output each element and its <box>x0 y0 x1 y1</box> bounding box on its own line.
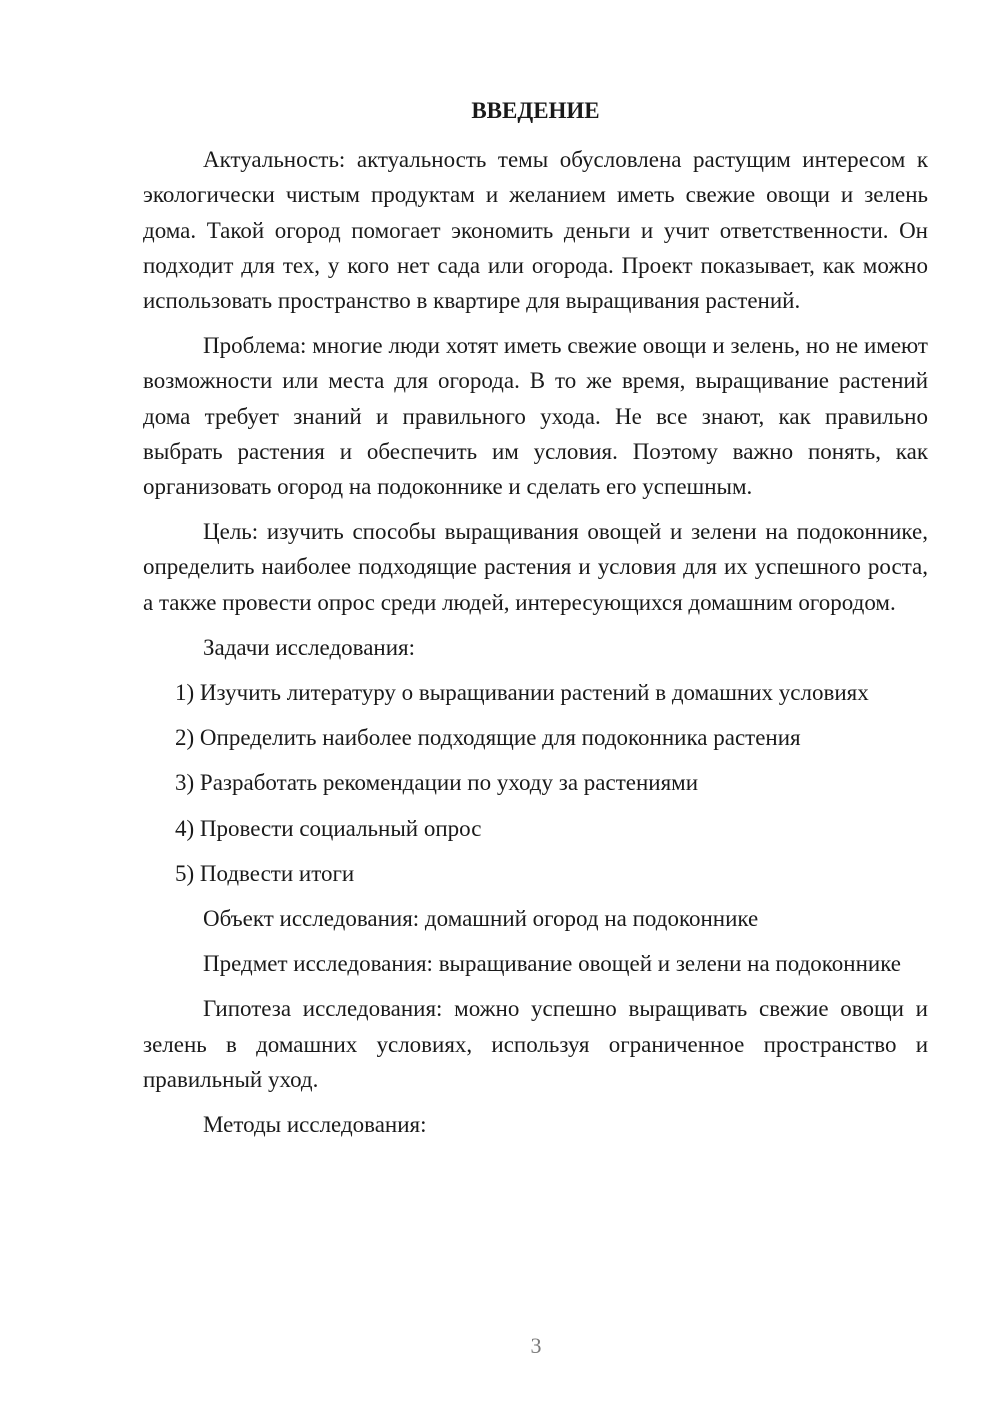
list-item: 2) Определить наиболее подходящие для подоконника растения <box>175 725 801 751</box>
goal-paragraph: Цель: изучить способы выращивания овощей и зелени на подоконнике, определить наиболее подходящие растения и условия для их успешного роста, а также провести опрос среди людей, интересующихся домашним огородом. <box>143 519 928 615</box>
problem-paragraph: Проблема: многие люди хотят иметь свежие овощи и зелень, но не имеют возможности или места для огорода. В то же время, выращивание растений дома требует знаний и правильного ухода. Не все знают, как правильно выбрать растения и обеспечить им условия. Поэтому важно понять, как организовать огород на подоконнике и сделать его успешным. <box>143 333 928 500</box>
list-item: 5) Подвести итоги <box>175 860 355 886</box>
list-item: 4) Провести социальный опрос <box>175 815 482 841</box>
methods-heading: Методы исследования: <box>203 1112 427 1138</box>
list-item: 1) Изучить литературу о выращивании растений в домашних условиях <box>175 680 869 706</box>
section-title: ВВЕДЕНИЕ <box>471 98 600 123</box>
subject-paragraph: Предмет исследования: выращивание овощей и зелени на подоконнике <box>203 951 902 977</box>
tasks-list <box>143 675 928 891</box>
list-item: 3) Разработать рекомендации по уходу за растениями <box>175 770 699 796</box>
page-content <box>143 93 928 1152</box>
page-number: 3 <box>530 1333 542 1358</box>
relevance-paragraph: Актуальность: актуальность темы обусловлена растущим интересом к экологически чистым продуктам и желанием иметь свежие овощи и зелень дома. Такой огород помогает экономить деньги и учит ответственности. Он подходит для тех, у кого нет сада или огорода. Проект показывает, как можно использовать пространство в квартире для выращивания растений. <box>143 147 928 314</box>
tasks-heading: Задачи исследования: <box>203 634 416 660</box>
hypothesis-paragraph: Гипотеза исследования: можно успешно выращивать свежие овощи и зелень в домашних условиях, используя ограниченное пространство и правильный уход. <box>143 996 928 1092</box>
object-paragraph: Объект исследования: домашний огород на подоконнике <box>203 906 759 932</box>
